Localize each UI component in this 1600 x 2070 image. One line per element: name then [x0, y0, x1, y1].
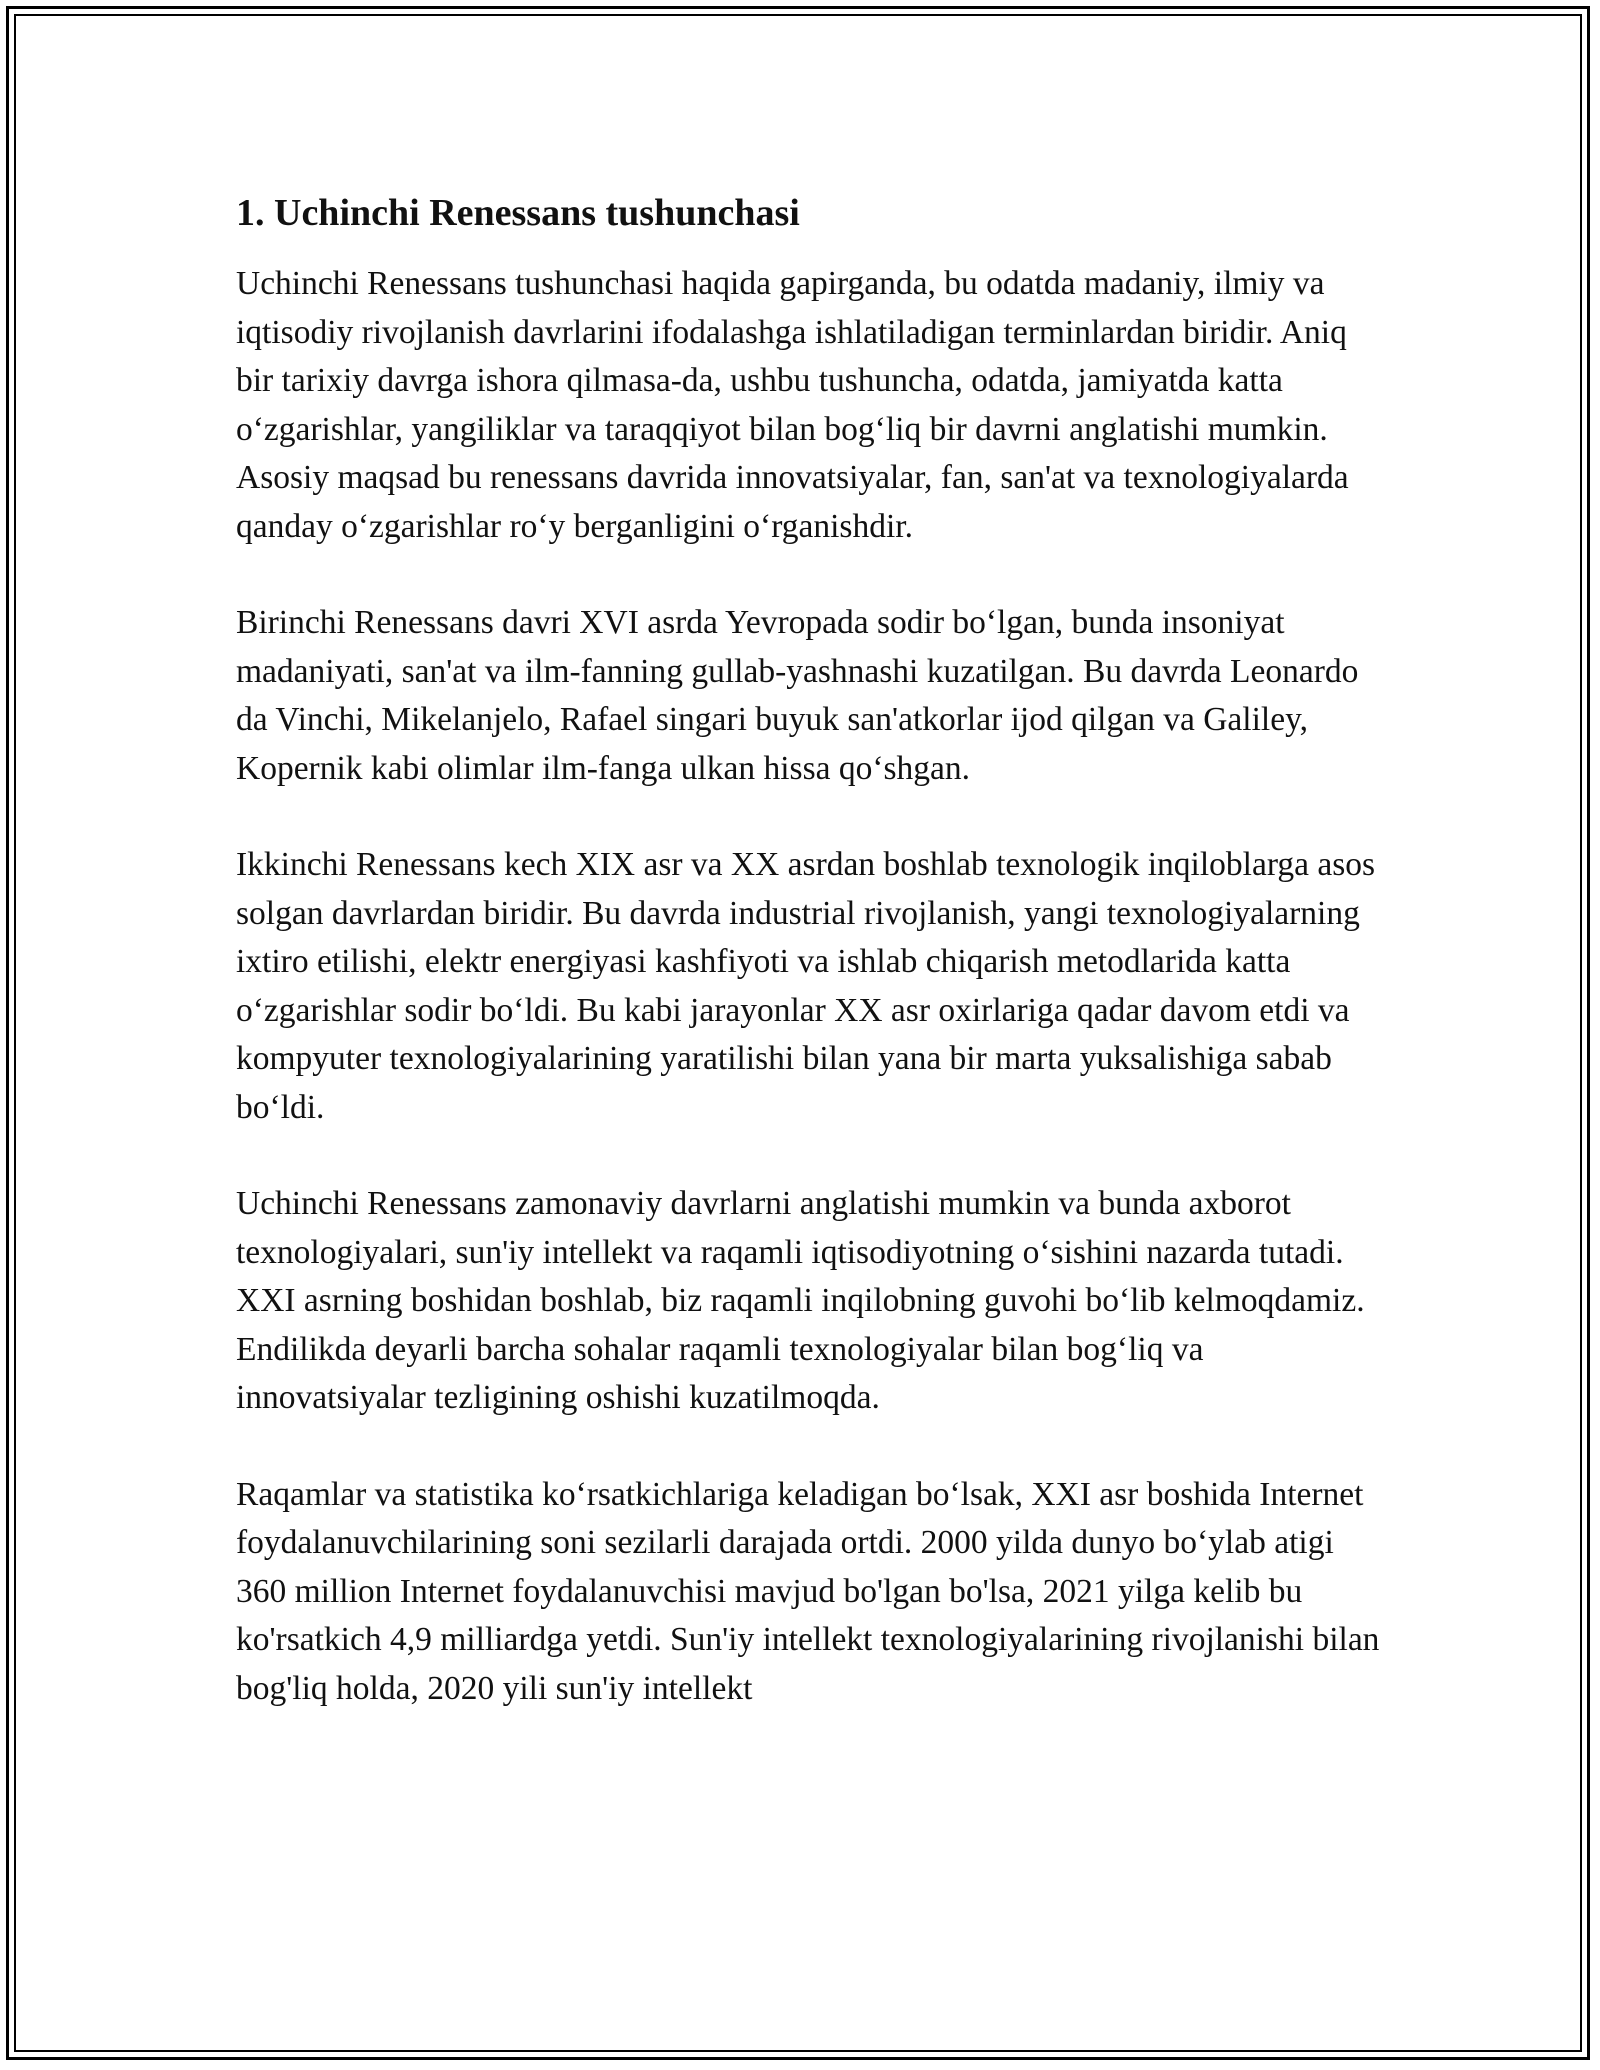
paragraph-third-renaissance: Uchinchi Renessans zamonaviy davrlarni anglatishi mumkin va bunda axborot texnologiyalari, sun'iy intellekt va raqamli iqtisodiyotning o‘sishini nazarda tutadi. XXI asrning boshidan boshlab, biz raqamli inqilobning guvohi bo‘lib kelmoqdamiz. Endilikda deyarli barcha sohalar raqamli texnologiyalar bilan bog‘liq va innovatsiyalar tezligining oshishi kuzatilmoqda.: [236, 1185, 1365, 1416]
section-heading: 1. Uchinchi Renessans tushunchasi: [236, 192, 800, 234]
paragraph-intro: Uchinchi Renessans tushunchasi haqida gapirganda, bu odatda madaniy, ilmiy va iqtisodiy rivojlanish davrlarini ifodalashga ishlatiladigan terminlardan biridir. Aniq bir tarixiy davrga ishora qilmasa-da, ushbu tushuncha, odatda, jamiyatda katta o‘zgarishlar, yangiliklar va taraqqiyot bilan bog‘liq bir davrni anglatishi mumkin. Asosiy maqsad bu renessans davrida innovatsiyalar, fan, san'at va texnologiyalarda qanday o‘zgarishlar ro‘y berganligini o‘rganishdir.: [236, 265, 1349, 545]
paragraph-first-renaissance: Birinchi Renessans davri XVI asrda Yevropada sodir bo‘lgan, bunda insoniyat madaniyati, san'at va ilm-fanning gullab-yashnashi kuzatilgan. Bu davrda Leonardo da Vinchi, Mikelanjelo, Rafael singari buyuk san'atkorlar ijod qilgan va Galiley, Kopernik kabi olimlar ilm-fanga ulkan hissa qo‘shgan.: [236, 604, 1359, 787]
paragraph-statistics: Raqamlar va statistika ko‘rsatkichlariga keladigan bo‘lsak, XXI asr boshida Internet foydalanuvchilarining soni sezilarli darajada ortdi. 2000 yilda dunyo bo‘ylab atigi 360 million Internet foydalanuvchisi mavjud bo'lgan bo'lsa, 2021 yilga kelib bu ko'rsatkich 4,9 milliardga yetdi. Sun'iy intellekt texnologiyalarining rivojlanishi bilan bog'liq holda, 2020 yili sun'iy intellekt: [236, 1475, 1380, 1707]
paragraph-second-renaissance: Ikkinchi Renessans kech XIX asr va XX asrdan boshlab texnologik inqiloblarga asos solgan davrlardan biridir. Bu davrda industrial rivojlanish, yangi texnologiyalarning ixtiro etilishi, elektr energiyasi kashfiyoti va ishlab chiqarish metodlarida katta o‘zgarishlar sodir bo‘ldi. Bu kabi jarayonlar XX asr oxirlariga qadar davom etdi va kompyuter texnologiyalarining yaratilishi bilan yana bir marta yuksalishiga sabab bo‘ldi.: [236, 846, 1376, 1126]
document-body: [236, 186, 1386, 1713]
